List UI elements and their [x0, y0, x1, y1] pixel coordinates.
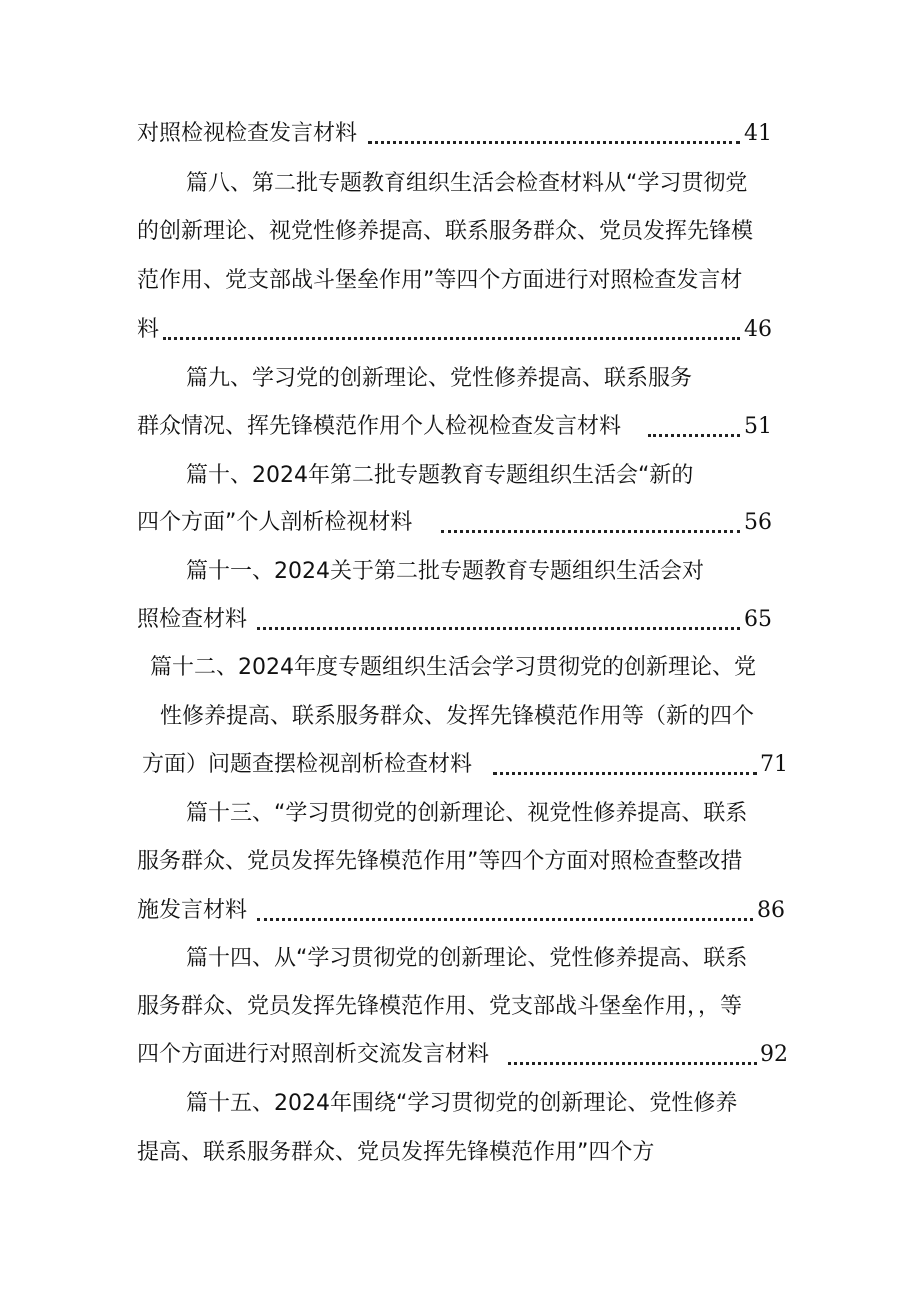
toc-line	[0, 552, 920, 592]
toc-line	[0, 456, 920, 496]
toc-line	[0, 648, 920, 688]
toc-page-number: 51	[744, 414, 772, 439]
toc-line	[0, 1084, 920, 1124]
toc-page-number: 41	[744, 121, 772, 146]
toc-line	[0, 891, 920, 931]
toc-entry-heading: 篇十四、从“学习贯彻党的创新理论、党性修养提高、联系	[186, 946, 748, 971]
toc-line	[0, 794, 920, 834]
toc-line	[0, 503, 920, 543]
toc-line	[0, 212, 920, 252]
dot-leader	[257, 891, 753, 931]
toc-entry-text: 提高、联系服务群众、党员发挥先锋模范作用”四个方	[137, 1140, 655, 1165]
toc-entry-text: 料	[137, 317, 160, 342]
toc-page-number: 65	[744, 607, 772, 632]
toc-entry-text: 性修养提高、联系服务群众、发挥先锋模范作用等（新的四个	[160, 704, 755, 729]
toc-entry-heading: 篇十三、“学习贯彻党的创新理论、视党性修养提高、联系	[186, 801, 748, 826]
toc-entry-text: 对照检视检查发言材料	[137, 121, 358, 146]
toc-entry-heading: 篇十五、2024年围绕“学习贯彻党的创新理论、党性修养	[186, 1091, 738, 1116]
toc-page-number: 92	[760, 1042, 788, 1067]
toc-line	[0, 1133, 920, 1173]
dot-leader	[257, 600, 740, 640]
toc-line	[0, 987, 920, 1027]
dot-leader	[163, 310, 740, 350]
toc-entry-text: 照检查材料	[137, 607, 248, 632]
toc-line	[0, 359, 920, 399]
toc-entry-heading: 篇十、2024年第二批专题教育专题组织生活会“新的	[186, 463, 694, 488]
toc-line	[0, 600, 920, 640]
toc-entry-text: 范作用、党支部战斗堡垒作用”等四个方面进行对照检查发言材	[137, 268, 743, 293]
toc-entry-heading: 篇九、学习党的创新理论、党性修养提高、联系服务	[186, 366, 693, 391]
toc-line	[0, 745, 920, 785]
toc-line	[0, 114, 920, 154]
toc-entry-text: 的创新理论、视党性修养提高、联系服务群众、党员发挥先锋模	[137, 219, 754, 244]
toc-line	[0, 407, 920, 447]
dot-leader	[493, 745, 757, 785]
toc-entry-heading: 篇十二、2024年度专题组织生活会学习贯彻党的创新理论、党	[150, 655, 756, 680]
dot-leader	[368, 114, 740, 154]
toc-entry-text: 服务群众、党员发挥先锋模范作用”等四个方面对照检查整改措	[137, 849, 743, 874]
toc-entry-heading: 篇十一、2024关于第二批专题教育专题组织生活会对	[186, 559, 704, 584]
toc-line	[0, 939, 920, 979]
toc-line	[0, 261, 920, 301]
toc-line	[0, 1035, 920, 1075]
toc-line	[0, 697, 920, 737]
toc-entry-heading: 篇八、第二批专题教育组织生活会检查材料从“学习贯彻党	[186, 171, 748, 196]
toc-entry-text: 群众情况、挥先锋模范作用个人检视检查发言材料	[137, 414, 622, 439]
toc-page-number: 46	[744, 317, 772, 342]
toc-entry-text: 方面）问题查摆检视剖析检查材料	[142, 752, 473, 777]
toc-line	[0, 842, 920, 882]
toc-page-number: 71	[760, 752, 788, 777]
toc-line	[0, 310, 920, 350]
dot-leader	[508, 1035, 757, 1075]
toc-line	[0, 164, 920, 204]
dot-leader	[648, 407, 740, 447]
toc-page-number: 86	[757, 898, 785, 923]
toc-page-number: 56	[744, 510, 772, 535]
toc-entry-text: 四个方面”个人剖析检视材料	[137, 510, 413, 535]
toc-entry-text: 服务群众、党员发挥先锋模范作用、党支部战斗堡垒作用，，等	[137, 994, 743, 1019]
dot-leader	[441, 503, 740, 543]
toc-entry-text: 四个方面进行对照剖析交流发言材料	[137, 1042, 490, 1067]
toc-entry-text: 施发言材料	[137, 898, 248, 923]
